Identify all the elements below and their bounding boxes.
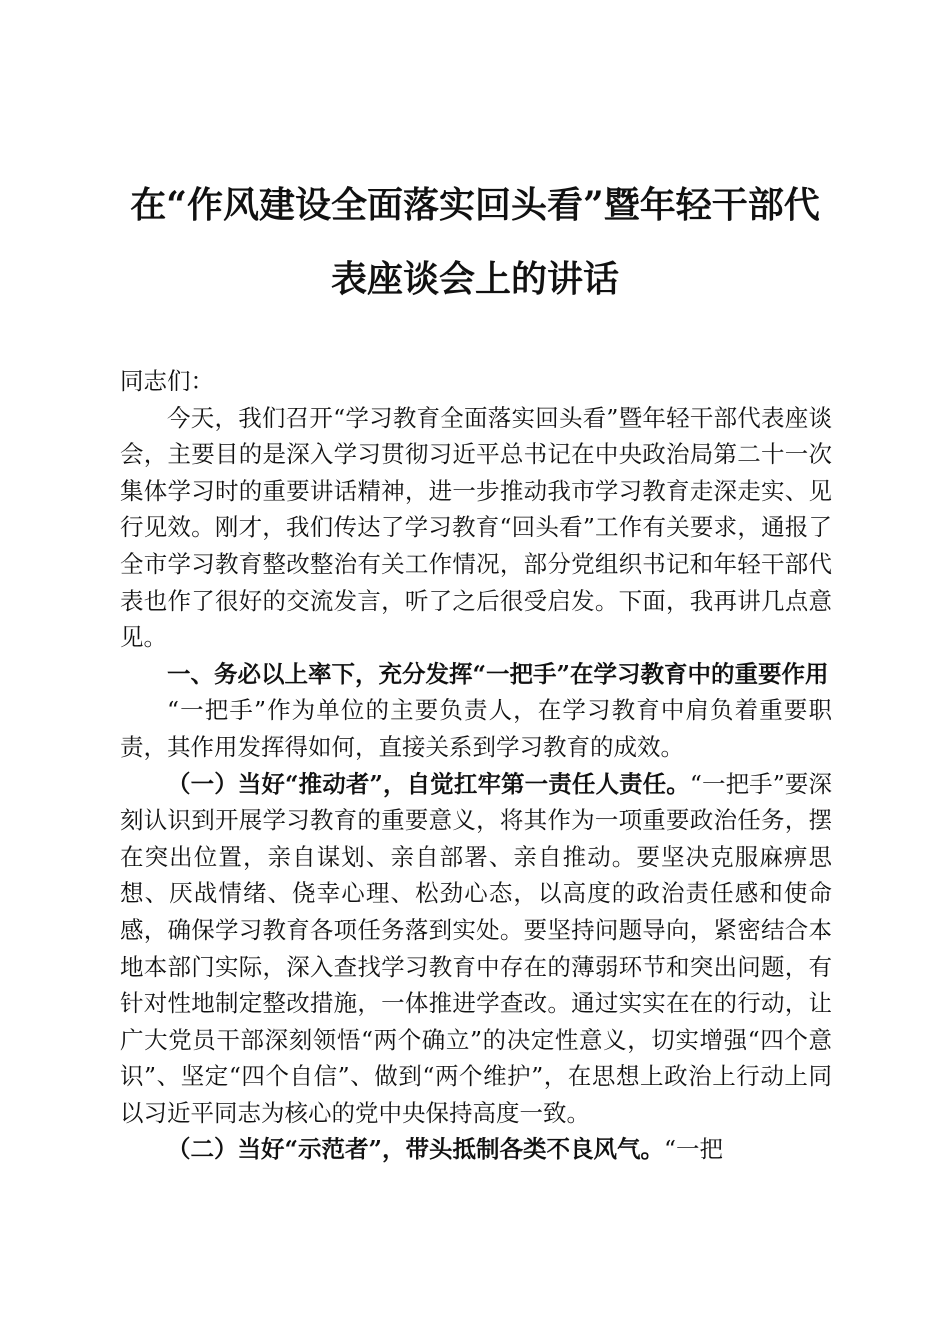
point-2-paragraph — [120, 1131, 832, 1168]
title-line-1: 在“作风建设全面落实回头看”暨年轻干部代 — [130, 184, 820, 226]
salutation: 同志们： — [120, 367, 214, 395]
point-2-heading: （二）当好“示范者”，带头抵制各类不良风气。 — [167, 1135, 665, 1164]
section-1-lead-paragraph: “一把手”作为单位的主要负责人，在学习教育中肩负着重要职责，其作用发挥得如何，直接关系到学习教育的成效。 — [120, 696, 832, 761]
document-body — [120, 363, 832, 1168]
intro-paragraph: 今天，我们召开“学习教育全面落实回头看”暨年轻干部代表座谈会，主要目的是深入学习贯彻习近平总书记在中央政治局第二十一次集体学习时的重要讲话精神，进一步推动我市学习教育走深走实、见行见效。刚才，我们传达了学习教育“回头看”工作有关要求，通报了全市学习教育整改整治有关工作情况，部分党组织书记和年轻干部代表也作了很好的交流发言，听了之后很受启发。下面，我再讲几点意见。 — [120, 403, 832, 652]
point-1-heading: （一）当好“推动者”，自觉扛牢第一责任人责任。 — [167, 769, 690, 798]
title-line-2: 表座谈会上的讲话 — [330, 258, 619, 300]
document-title — [100, 168, 850, 316]
point-2-body: “一把 — [664, 1135, 724, 1164]
section-1-heading: 一、务必以上率下，充分发挥“一把手”在学习教育中的重要作用 — [167, 659, 829, 688]
point-1-body: “一把手”要深刻认识到开展学习教育的重要意义，将其作为一项重要政治任务，摆在突出位置，亲自谋划、亲自部署、亲自推动。要坚决克服麻痹思想、厌战情绪、侥幸心理、松劲心态，以高度的政治责任感和使命感，确保学习教育各项任务落到实处。要坚持问题导向，紧密结合本地本部门实际，深入查找学习教育中存在的薄弱环节和突出问题，有针对性地制定整改措施，一体推进学查改。通过实实在在的行动，让广大党员干部深刻领悟“两个确立”的决定性意义，切实增强“四个意识”、坚定“四个自信”、做到“两个维护”，在思想上政治上行动上同以习近平同志为核心的党中央保持高度一致。 — [120, 769, 832, 1127]
point-1-paragraph — [120, 766, 832, 1132]
